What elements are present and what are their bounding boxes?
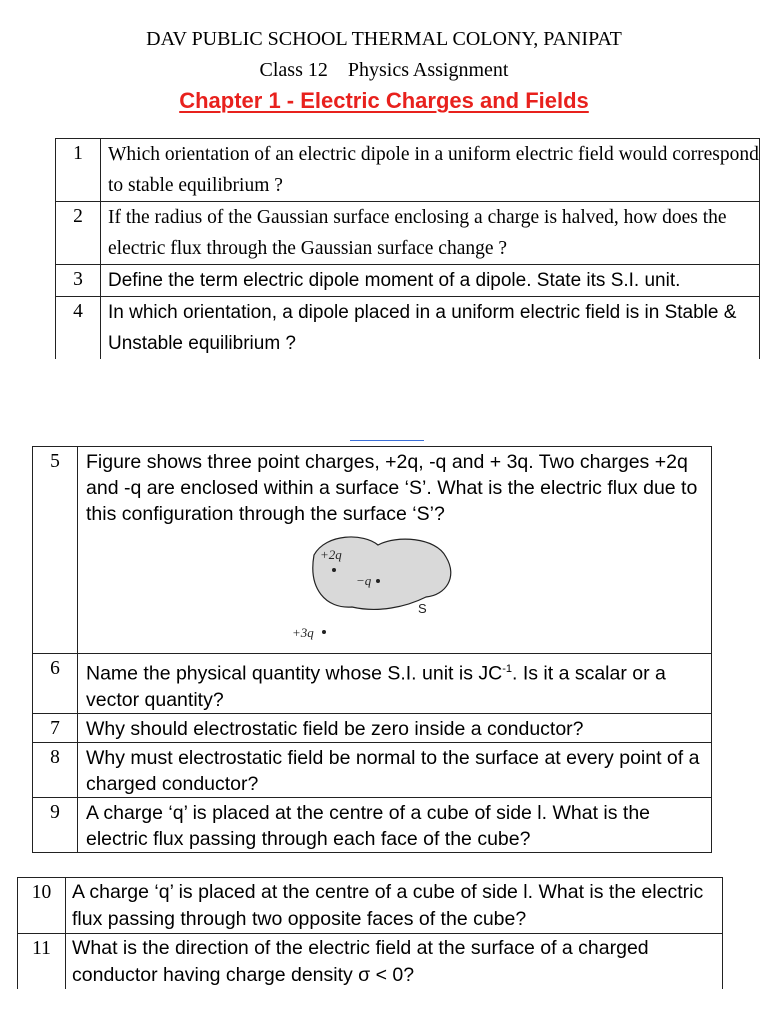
question-number: 7: [33, 713, 78, 742]
question-text: Why should electrostatic field be zero inside a conductor?: [78, 713, 712, 742]
question-text: Figure shows three point charges, +2q, -q and + 3q. Two charges +2q and -q are enclosed within a surface ‘S’. What is the electric flux due to this configuration through the surface ‘S’?: [86, 451, 698, 525]
table-row: [33, 742, 712, 797]
question-number: 6: [33, 654, 78, 714]
gaussian-surface-figure: [86, 527, 711, 653]
charges-diagram: [286, 527, 526, 653]
question-number: 10: [18, 878, 66, 934]
table-row: [33, 713, 712, 742]
question-number: 1: [56, 139, 101, 202]
table-row: [33, 447, 712, 654]
label-3q: +3q: [292, 625, 314, 640]
table-row: [56, 265, 760, 297]
spellcheck-mark: [350, 440, 424, 441]
question-number: 3: [56, 265, 101, 297]
question-number: 5: [33, 447, 78, 654]
table-row: [18, 934, 723, 990]
question-number: 11: [18, 934, 66, 990]
question-text: If the radius of the Gaussian surface enclosing a charge is halved, how does the electric flux through the Gaussian surface change ?: [101, 202, 760, 265]
table-row: [56, 202, 760, 265]
charge-q-dot: [376, 579, 380, 583]
table-row: [33, 797, 712, 852]
question-table-2: [32, 446, 712, 853]
question-number: 4: [56, 297, 101, 360]
question-text: What is the direction of the electric field at the surface of a charged conductor having charge density σ < 0?: [66, 934, 723, 990]
label-minus-q: −q: [356, 573, 372, 588]
question-table-1: [55, 138, 760, 359]
question-table-3: [17, 877, 723, 989]
question-cell: [78, 447, 712, 654]
question-text: In which orientation, a dipole placed in a uniform electric field is in Stable & Unstable equilibrium ?: [101, 297, 760, 360]
label-2q: +2q: [320, 547, 342, 562]
question-number: 2: [56, 202, 101, 265]
question-text: Which orientation of an electric dipole in a uniform electric field would correspond to stable equilibrium ?: [101, 139, 760, 202]
question-text: Why must electrostatic field be normal to the surface at every point of a charged conductor?: [78, 742, 712, 797]
question-number: 9: [33, 797, 78, 852]
chapter-title: Chapter 1 - Electric Charges and Fields: [179, 88, 589, 113]
table-row: [18, 878, 723, 934]
label-s: S: [418, 601, 427, 616]
class-line: Class 12 Physics Assignment: [259, 59, 509, 81]
charge-2q-dot: [332, 568, 336, 572]
question-number: 8: [33, 742, 78, 797]
charge-3q-dot: [322, 630, 326, 634]
table-row: [33, 654, 712, 714]
question-text: Define the term electric dipole moment of a dipole. State its S.I. unit.: [101, 265, 760, 297]
question-text: A charge ‘q’ is placed at the centre of a cube of side l. What is the electric flux passing through each face of the cube?: [78, 797, 712, 852]
question-text: A charge ‘q’ is placed at the centre of a cube of side l. What is the electric flux passing through two opposite faces of the cube?: [66, 878, 723, 934]
table-row: [56, 297, 760, 360]
school-name: DAV PUBLIC SCHOOL THERMAL COLONY, PANIPAT: [146, 28, 622, 50]
question-text: Name the physical quantity whose S.I. unit is $JC^{-1}$. Is it a scalar or a vector quantity?: [78, 654, 712, 714]
table-row: [56, 139, 760, 202]
